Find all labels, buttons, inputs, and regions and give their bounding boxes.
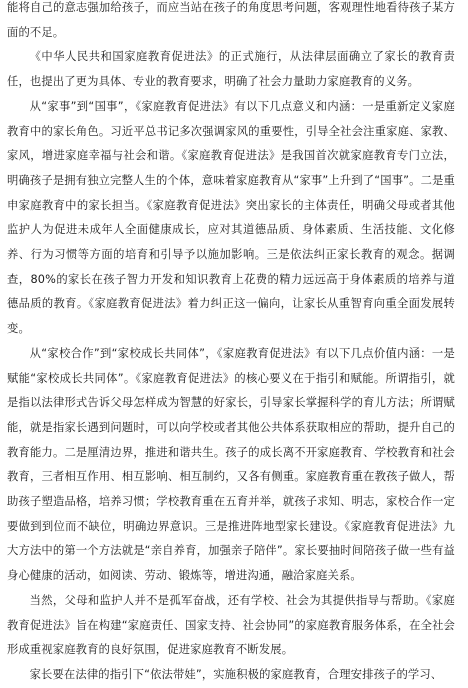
paragraph: 从“家事”到“国事”，《家庭教育促进法》有以下几点意义和内涵：一是重新定义家庭教育中的家长角色。习近平总书记多次强调家风的重要性，引导全社会注重家庭、家教、家风，增进家庭幸福与社会和谐。《家庭教育促进法》是我国首次就家庭教育专门立法，明确孩子是拥有独立完整人生的个体，意味着家庭教育从“家事”上升到了“国事”。二是重申家庭教育中的家长担当。《家庭教育促进法》突出家长的主体责任，明确父母或者其他监护人为促进未成年人全面健康成长，应对其道德品质、身体素质、生活技能、文化修养、行为习惯等方面的培育和引导予以施加影响。三是依法纠正家长教育的观念。据调查，80%的家长在孩子智力开发和知识教育上花费的精力远远高于身体素质的培养与道德品质的教育。《家庭教育促进法》着力纠正这一偏向，让家长从重智育向重全面发展转变。 [7, 99, 455, 336]
paragraph: 《中华人民共和国家庭教育促进法》的正式施行，从法律层面确立了家长的教育责任，也提出了更为具体、专业的教育要求，明确了社会力量助力家庭教育的义务。 [7, 50, 455, 89]
paragraph: 从“家校合作”到“家校成长共同体”，《家庭教育促进法》有以下几点价值内涵：一是赋能“家校成长共同体”。《家庭教育促进法》的核心要义在于指引和赋能。所谓指引，就是指以法律形式告诉父母怎样成为智慧的好家长，引导家长掌握科学的育儿方法；所谓赋能，就是指家长遇到问题时，可以向学校或者其他公共体系获取相应的帮助，提升自己的教育能力。二是厘清边界，推进和谐共生。孩子的成长离不开家庭教育、学校教育和社会教育，三者相互作用、相互影响、相互制约，又各有侧重。家庭教育重在教孩子做人，帮助孩子塑造品格，培养习惯；学校教育重在五育并举，就孩子求知、明志，家校合作一定要做到到位而不缺位，明确边界意识。三是推进阵地型家长建设。《家庭教育促进法》九大方法中的第一个方法就是“亲自养育，加强亲子陪伴”。家长要抽时间陪孩子做一些有益身心健康的活动，如阅读、劳动、锻炼等，增进沟通，融洽家庭关系。 [7, 346, 455, 583]
paragraph: 能将自己的意志强加给孩子，而应当站在孩子的角度思考问题，客观理性地看待孩子某方面的不足。 [7, 1, 455, 39]
paragraph: 当然，父母和监护人并不是孤军奋战，还有学校、社会为其提供指导与帮助。《家庭教育促进法》旨在构建“家庭责任、国家支持、社会协同”的家庭教育服务体系，在全社会形成重视家庭教育的良好氛围，促进家庭教育不断发展。 [7, 593, 455, 657]
paragraph: 家长要在法律的指引下“依法带娃”，实施积极的家庭教育，合理安排孩子的学习、 [29, 667, 443, 681]
